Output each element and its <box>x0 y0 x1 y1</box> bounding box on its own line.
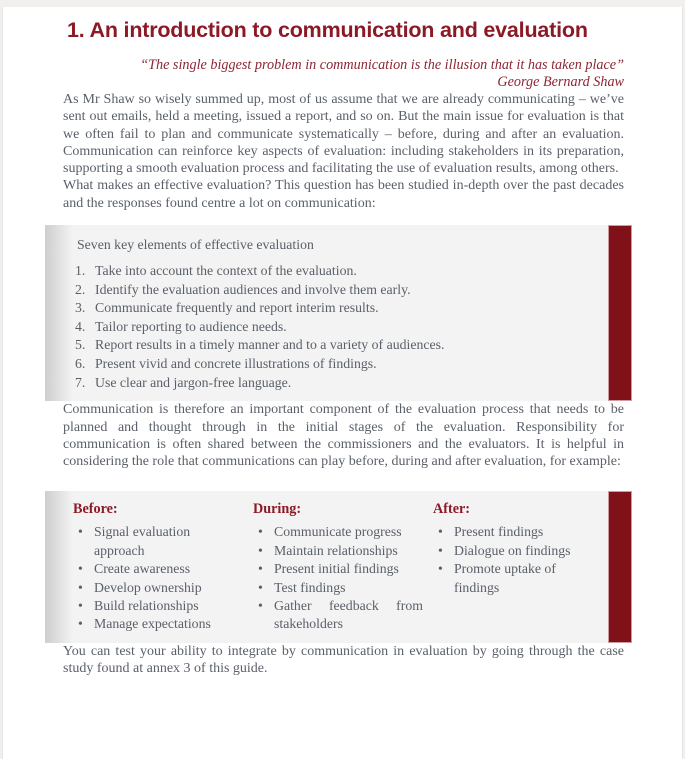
item-number: 4. <box>75 318 86 334</box>
item-text: Take into account the context of the evaluation. <box>95 263 357 279</box>
list-item <box>75 336 582 355</box>
item-text: Identify the evaluation audiences and involve them early. <box>95 281 411 297</box>
key-elements-box <box>45 225 608 401</box>
phase-column-after <box>433 501 608 633</box>
list-item <box>75 299 582 318</box>
phase-column-during <box>253 501 433 633</box>
quote-attribution: George Bernard Shaw <box>497 74 624 90</box>
page-title: 1. An introduction to communication and evaluation <box>67 18 588 42</box>
item-text: Use clear and jargon-free language. <box>95 374 292 390</box>
red-accent-bar <box>608 491 632 642</box>
list-item: • Maintain relationships <box>258 542 423 560</box>
item-number: 5. <box>75 337 86 353</box>
quote-text: “The single biggest problem in communication is the illusion that it has taken place” <box>140 57 624 73</box>
item-text: Tailor reporting to audience needs. <box>95 318 287 334</box>
list-item <box>75 374 582 393</box>
item-number: 1. <box>75 263 86 279</box>
list-item: • Develop ownership <box>78 579 243 597</box>
list-item: • Manage expectations <box>78 615 243 633</box>
key-elements-heading: Seven key elements of effective evaluation <box>77 237 314 253</box>
item-text: Communicate frequently and report interim results. <box>95 300 379 316</box>
list-item <box>75 281 582 300</box>
phase-label: During: <box>253 501 302 518</box>
red-accent-bar <box>608 225 632 401</box>
page-content <box>63 7 624 677</box>
key-elements-list <box>75 262 582 392</box>
quote-block <box>63 57 624 91</box>
list-item: • Build relationships <box>78 597 243 615</box>
item-number: 3. <box>75 300 86 316</box>
list-item: • Test findings <box>258 579 423 597</box>
paragraph-closing: You can test your ability to integrate by communication in evaluation by going through the case study found at annex 3 of this guide. <box>63 643 624 677</box>
item-text: Report results in a timely manner and to a variety of audiences. <box>95 337 445 353</box>
phase-list <box>253 523 433 633</box>
list-item <box>75 262 582 281</box>
item-number: 6. <box>75 356 86 372</box>
list-item: • Promote uptake of findings <box>438 560 598 597</box>
list-item: • Communicate progress <box>258 523 423 541</box>
phase-list <box>433 523 608 597</box>
list-item: • Gather feedback from stakeholders <box>258 597 423 634</box>
paragraph-component: Communication is therefore an important component of the evaluation process that needs to be planned and thought through in the initial stages of the evaluation. Responsibility for communication is often shared between the commissioners and the evaluators. It is helpful in considering the role that communications can play before, during and after evaluation, for example: <box>63 402 624 470</box>
document-page <box>2 7 683 759</box>
list-item: • Create awareness <box>78 560 243 578</box>
item-text: Present vivid and concrete illustrations of findings. <box>95 356 377 372</box>
phase-list <box>73 523 253 633</box>
list-item <box>75 355 582 374</box>
phase-label: After: <box>433 501 471 518</box>
list-item: • Present findings <box>438 523 598 541</box>
phase-column-before <box>73 501 253 633</box>
list-item <box>75 318 582 337</box>
item-number: 2. <box>75 281 86 297</box>
phases-box <box>45 491 608 642</box>
paragraph-question: What makes an effective evaluation? This question has been studied in-depth over the past decades and the responses found centre a lot on communication: <box>63 178 624 211</box>
paragraph-intro: As Mr Shaw so wisely summed up, most of us assume that we are already communicating – we’ve sent out emails, held a meeting, issued a report, and so on. But the main issue for evaluation is that we often fail to plan and communicate systematically – before, during and after an evaluation. Communication can reinforce key aspects of evaluation: including stakeholders in its preparation, supporting a smooth evaluation process and facilitating the use of evaluation results, among others. <box>63 92 624 177</box>
list-item: • Dialogue on findings <box>438 542 598 560</box>
list-item: • Present initial findings <box>258 560 423 578</box>
phase-label: Before: <box>73 501 118 518</box>
item-number: 7. <box>75 374 86 390</box>
list-item: • Signal evaluation approach <box>78 523 243 560</box>
